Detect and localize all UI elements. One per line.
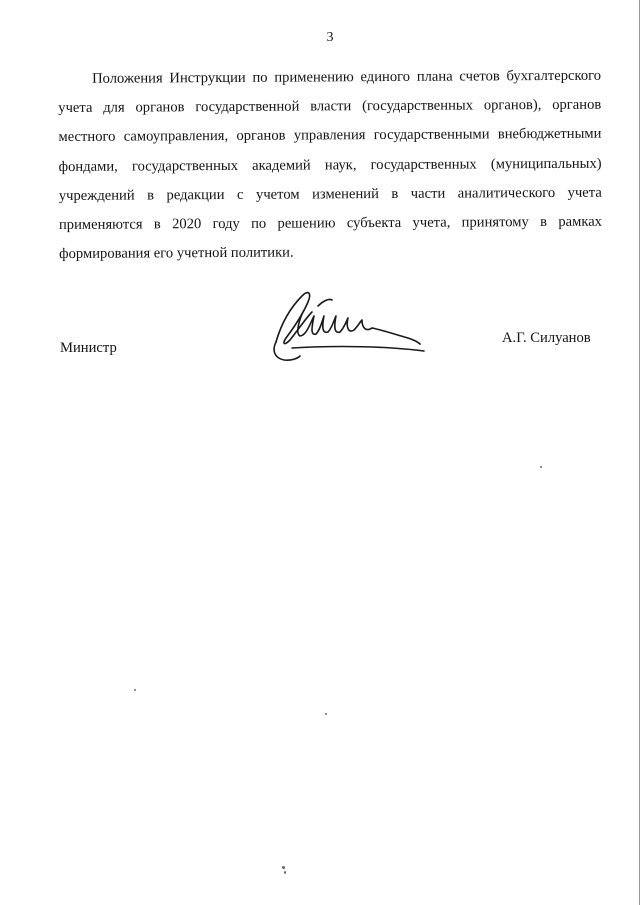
scan-speck: [325, 713, 327, 715]
body-paragraph: Положения Инструкции по применению единого плана счетов бухгалтерского учета для органов государственной власти (государственных органов), органов местного самоуправления, органов управления государственными внебюджетными фондами, государственных академий наук, государственных (муниципальных) учреждений в редакции с учетом изменений в части аналитического учета применяются в 2020 году по решению субъекта учета, принятому в рамках формирования его учетной политики.: [58, 67, 603, 263]
scan-speck: [282, 866, 285, 869]
page-number: 3: [326, 30, 334, 45]
signatory-name: А.Г. Силуанов: [502, 330, 591, 346]
scan-speck: [540, 466, 542, 468]
signatory-title: Министр: [60, 340, 117, 356]
scan-speck: [284, 871, 286, 874]
handwritten-signature: [262, 284, 432, 364]
scan-speck: [134, 689, 136, 691]
